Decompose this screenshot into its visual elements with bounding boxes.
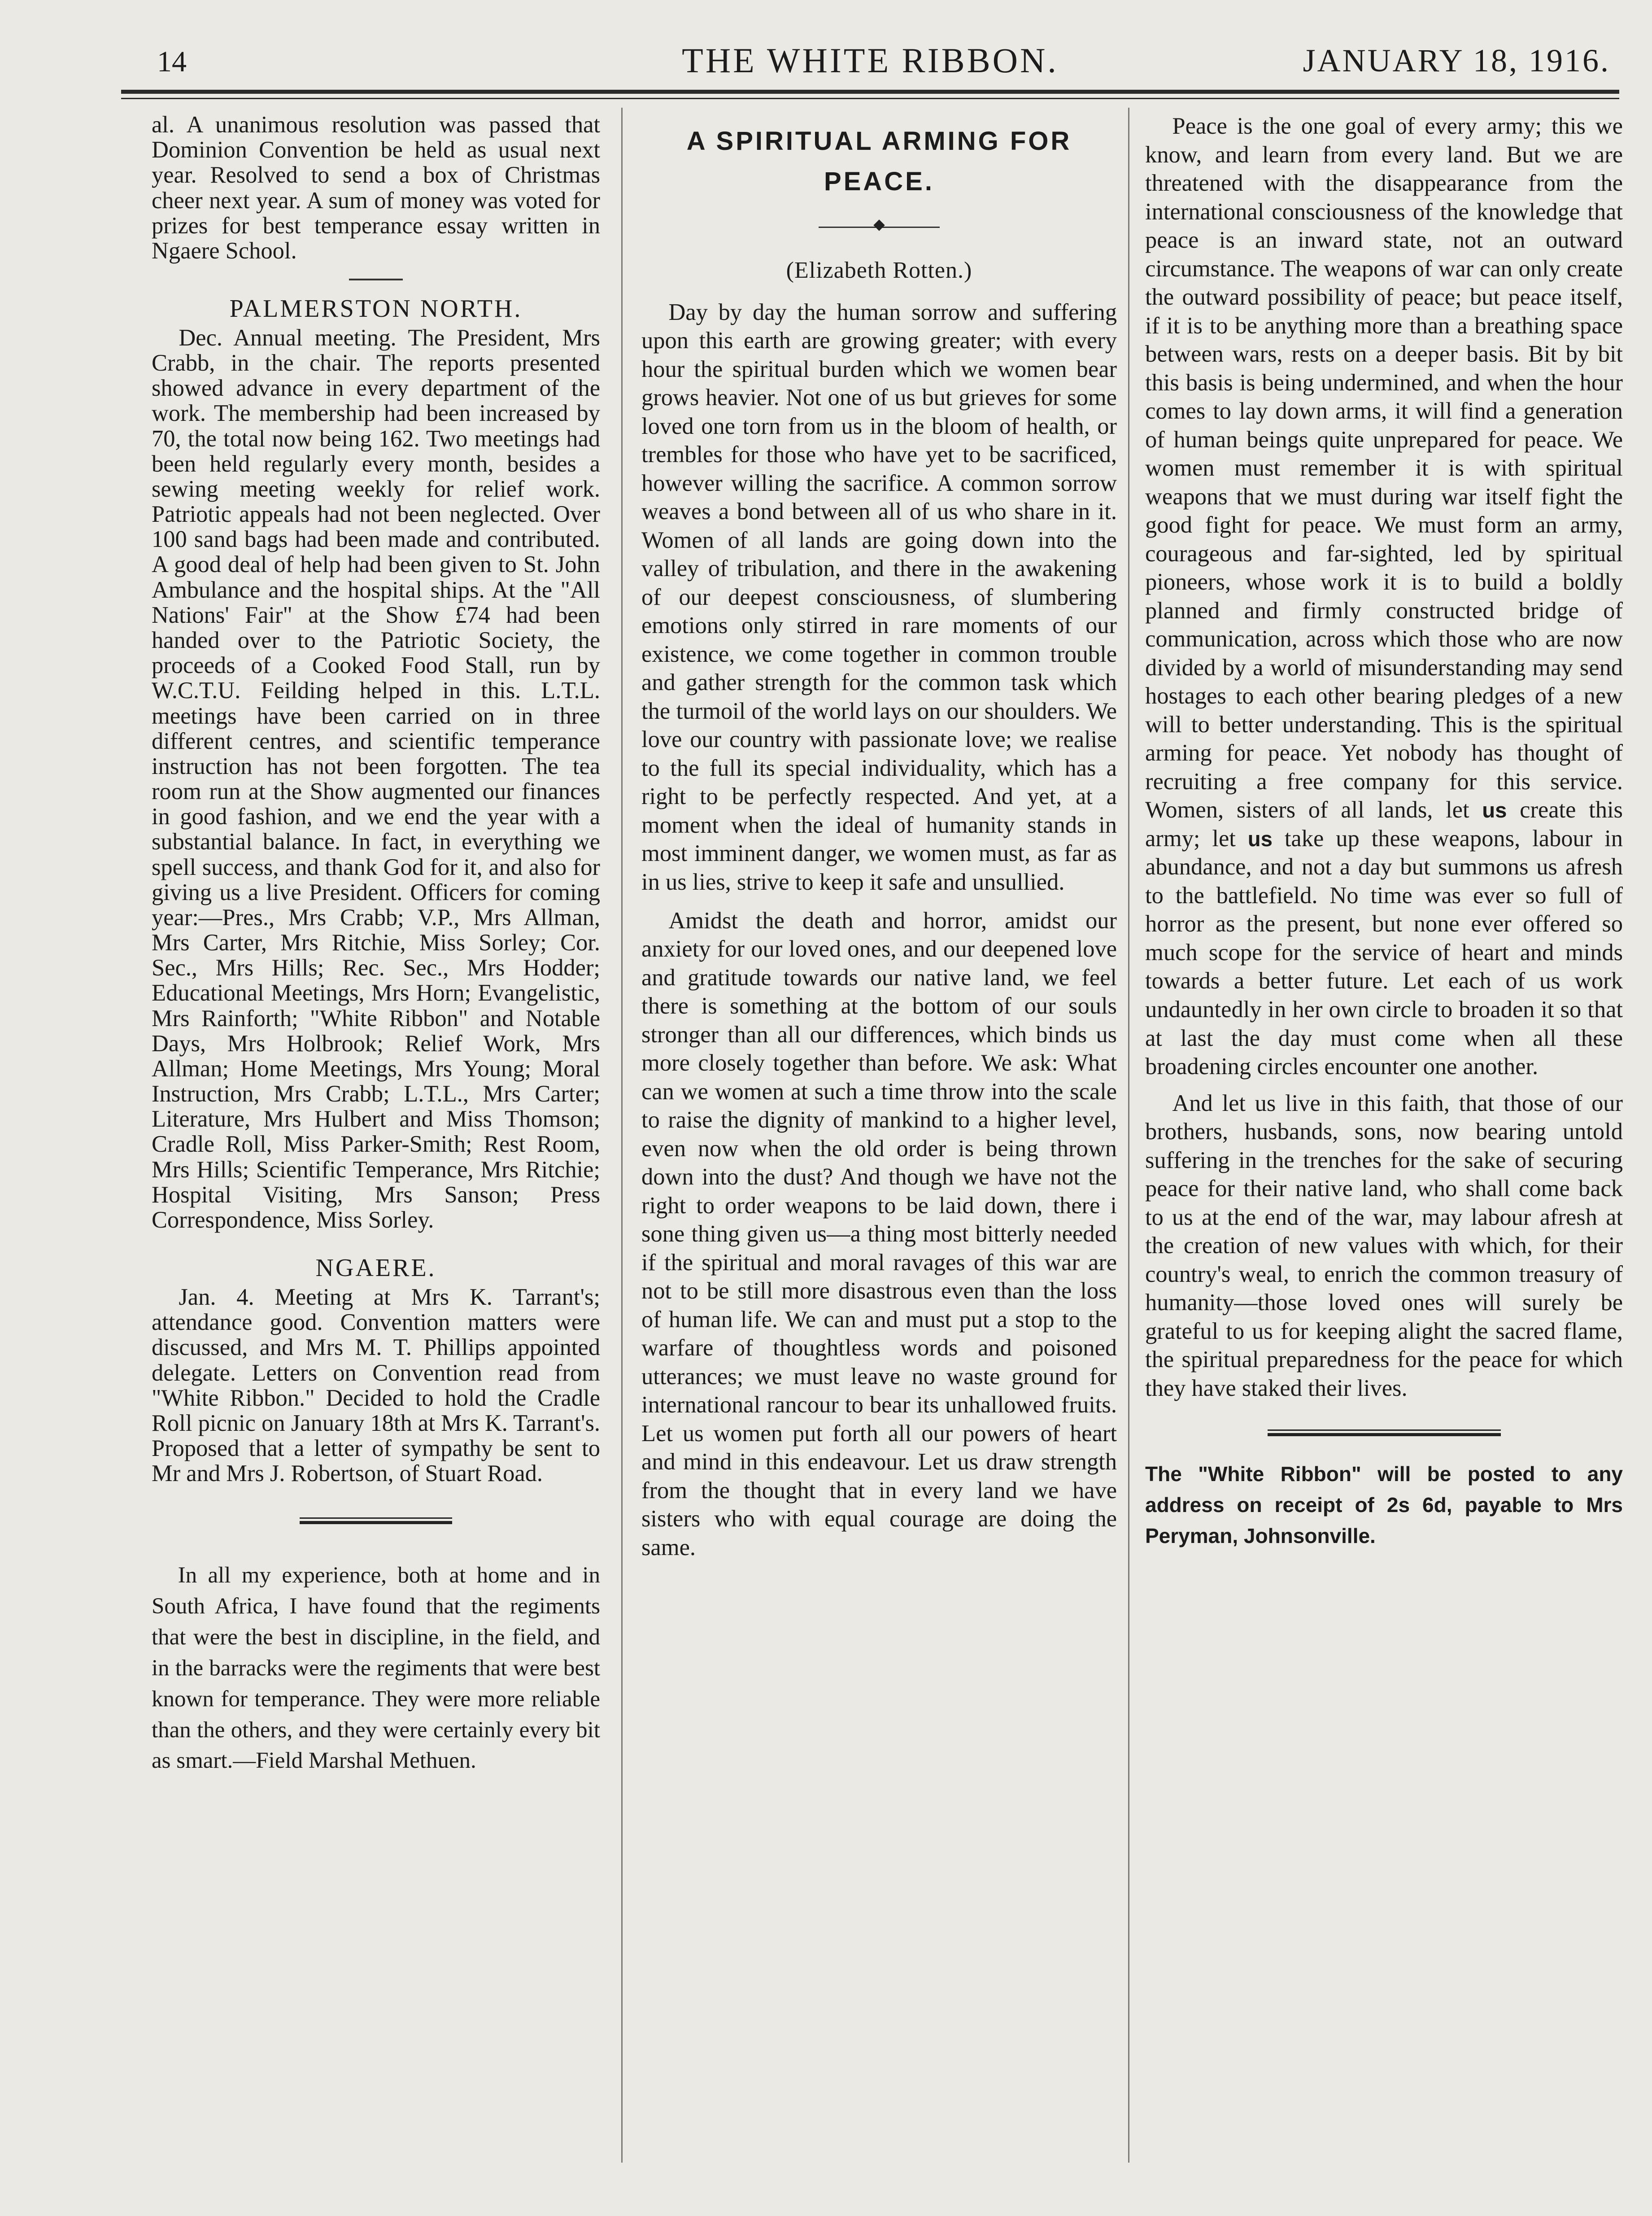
column-divider bbox=[621, 108, 623, 2163]
column-left bbox=[152, 112, 600, 1776]
article-paragraph-3: Peace is the one goal of every army; this we know, and learn from every land. But we are threatened with the disappearance from the international consciousness of the knowledge that peace is an inward state, not an outward circumstance. The weapons of war can only create the outward possibility of peace; but peace itself, if it is to be anything more than a breathing space between wars, rests on a deeper basis. Bit by bit this basis is being undermined, and when the hour comes to lay down arms, it will find a generation of human beings quite unprepared for peace. We women must remember it is with spiritual weapons that we must during war itself fight the good fight for peace. We must form an army, courageous and far-sighted, led by spiritual pioneers, whose work it is to build a boldly planned and firmly constructed bridge of communication, across which those who are now divided by a world of misunderstanding may send hostages to each other bearing pledges of a new will to better understanding. This is the spiritual arming for peace. Yet nobody has thought of recruiting a free company for this service. Women, sisters of all lands, let us create this army; let us take up these weapons, labour in abundance, and not a day but summons us afresh to the battlefield. No time was ever so full of horror as the present, but none ever offered so much scope for the service of heart and minds towards a better future. Let each of us work undauntedly in her own circle to broaden it so that at last the day must come when all these broadening circles encounter one another. bbox=[1145, 113, 1623, 1080]
page-header bbox=[121, 27, 1619, 81]
emphasis-us: us bbox=[1247, 827, 1273, 851]
palmerston-north-report: Dec. Annual meeting. The President, Mrs Crabb, in the chair. The reports presented showed advance in every department of the work. The membership had been increased by 70, the total now being 162. Two meetings had been held regularly every month, besides a sewing meeting weekly for relief work. Patriotic appeals had not been neglected. Over 100 sand bags had been made and contributed. A good deal of help had been given to St. John Ambulance and the hospital ships. At the "All Nations' Fair" at the Show £74 had been handed over to the Patriotic Society, the proceeds of a Cooked Food Stall, run by W.C.T.U. Feilding helped in this. L.T.L. meetings have been carried on in three different centres, and scientific temperance instruction has not been forgotten. The tea room run at the Show augmented our finances in good fashion, and we end the year with a substantial balance. In fact, in everything we spell success, and thank God for it, and also for giving us a live President. Officers for coming year:—Pres., Mrs Crabb; V.P., Mrs Allman, Mrs Carter, Mrs Ritchie, Miss Sorley; Cor. Sec., Mrs Hills; Rec. Sec., Mrs Hodder; Educational Meetings, Mrs Horn; Evangelistic, Mrs Rainforth; "White Ribbon" and Notable Days, Mrs Holbrook; Relief Work, Mrs Allman; Home Meetings, Mrs Young; Moral Instruction, Mrs Crabb; L.T.L., Mrs Carter; Literature, Mrs Hulbert and Miss Thomson; Cradle Roll, Miss Parker-Smith; Rest Room, Mrs Hills; Scientific Temperance, Mrs Ritchie; Hospital Visiting, Mrs Sanson; Press Correspondence, Miss Sorley. bbox=[152, 324, 600, 1233]
article-paragraph-1: Day by day the human sorrow and suffering upon this earth are growing greater; with every hour the spiritual burden which we women bear grows heavier. Not one of us but grieves for some loved one torn from us in the bloom of health, or trembles for those who have yet to be sacrificed, however willing the sacrifice. A common sorrow weaves a bond between all of us who share in it. Women of all lands are going down into the valley of tribulation, and there in the awakening of our deepest consciousness, of slumbering emotions only stirred in rare moments of our existence, we come together in common trouble and gather strength for the common task which the turmoil of the world lays on our shoulders. We love our country with passionate love; we realise to the full its special individuality, which has a right to be perfectly respected. And yet, at a moment when the ideal of humanity stands in most imminent danger, we women must, as far as in us lies, strive to keep it safe and unsullied. bbox=[641, 299, 1117, 895]
issue-date: JANUARY 18, 1916. bbox=[1303, 43, 1610, 79]
article-paragraph-2: Amidst the death and horror, amidst our anxiety for our loved ones, and our deepened love and gratitude towards our native land, we feel there is something at the bottom of our souls stronger than all our differences, which binds us more closely together than before. We ask: What can we women at such a time throw into the scale to raise the dignity of mankind to a higher level, even now when the old order is being thrown down into the dust? And though we have not the right to order weapons to be laid down, there i sone thing given us—a thing most bitterly needed if the spiritual and moral ravages of this war are not to be still more disastrous even than the loss of human life. We can and must put a stop to the warfare of thoughtless words and poisoned utterances; we must leave no waste ground for international rancour to bear its unhallowed fruits. Let us women put forth all our powers of heart and mind in this endeavour. Let us draw strength from the thought that in every land we have sisters who with equal courage are doing the same. bbox=[641, 907, 1117, 1560]
header-rule-thick bbox=[121, 90, 1619, 94]
article-title-line-1: A SPIRITUAL ARMING FOR bbox=[686, 127, 1072, 156]
article-title bbox=[641, 121, 1117, 202]
masthead-title: THE WHITE RIBBON. bbox=[682, 41, 1059, 80]
double-rule-divider bbox=[1268, 1429, 1501, 1436]
article-title-line-2: PEACE. bbox=[824, 166, 934, 196]
section-heading-ngaere: NGAERE. bbox=[315, 1254, 436, 1282]
article-byline: (Elizabeth Rotten.) bbox=[786, 257, 972, 283]
ngaere-school-paragraph: al. A unanimous resolution was passed that Dominion Convention be held as usual next year. Resolved to send a box of Christmas cheer next year. A sum of money was voted for prizes for best temperance essay written in Ngaere School. bbox=[152, 112, 600, 264]
emphasis-us: us bbox=[1482, 799, 1507, 823]
column-right bbox=[1145, 112, 1623, 1552]
section-heading-palmerston-north: PALMERSTON NORTH. bbox=[229, 295, 523, 323]
double-rule-divider bbox=[300, 1517, 452, 1524]
header-rule-thin bbox=[121, 98, 1619, 99]
column-divider bbox=[1128, 108, 1129, 2163]
methuen-quote: In all my experience, both at home and in South Africa, I have found that the regiments that were the best in discipline, in the field, and in the barracks were the regiments that were best known for temperance. They were more reliable than the others, and they were certainly every bit as smart.—Field Marshal Methuen. bbox=[152, 1563, 600, 1774]
article-paragraph-4: And let us live in this faith, that those of our brothers, husbands, sons, now bearing untold suffering in the trenches for the sake of securing peace for their native land, who shall come back to us at the end of the war, may labour afresh at the creation of new values with which, for their country's weal, to enrich the common treasury of humanity—those loved ones will surely be grateful to us for keeping alight the sacred flame, the spiritual preparedness for the peace for which they have staked their lives. bbox=[1145, 1090, 1623, 1401]
subscription-notice: The "White Ribbon" will be posted to any address on receipt of 2s 6d, payable to Mrs Peryman, Johnsonville. bbox=[1145, 1462, 1623, 1548]
page-number: 14 bbox=[157, 45, 187, 78]
column-middle bbox=[641, 112, 1117, 1562]
section-divider bbox=[349, 279, 403, 280]
title-ornament-divider bbox=[819, 224, 940, 230]
ngaere-report: Jan. 4. Meeting at Mrs K. Tarrant's; attendance good. Convention matters were discussed, and Mrs M. T. Phillips appointed delegate. Letters on Convention read from "White Ribbon." Decided to hold the Cradle Roll picnic on January 18th at Mrs K. Tarrant's. Proposed that a letter of sympathy be sent to Mr and Mrs J. Robertson, of Stuart Road. bbox=[152, 1284, 600, 1487]
